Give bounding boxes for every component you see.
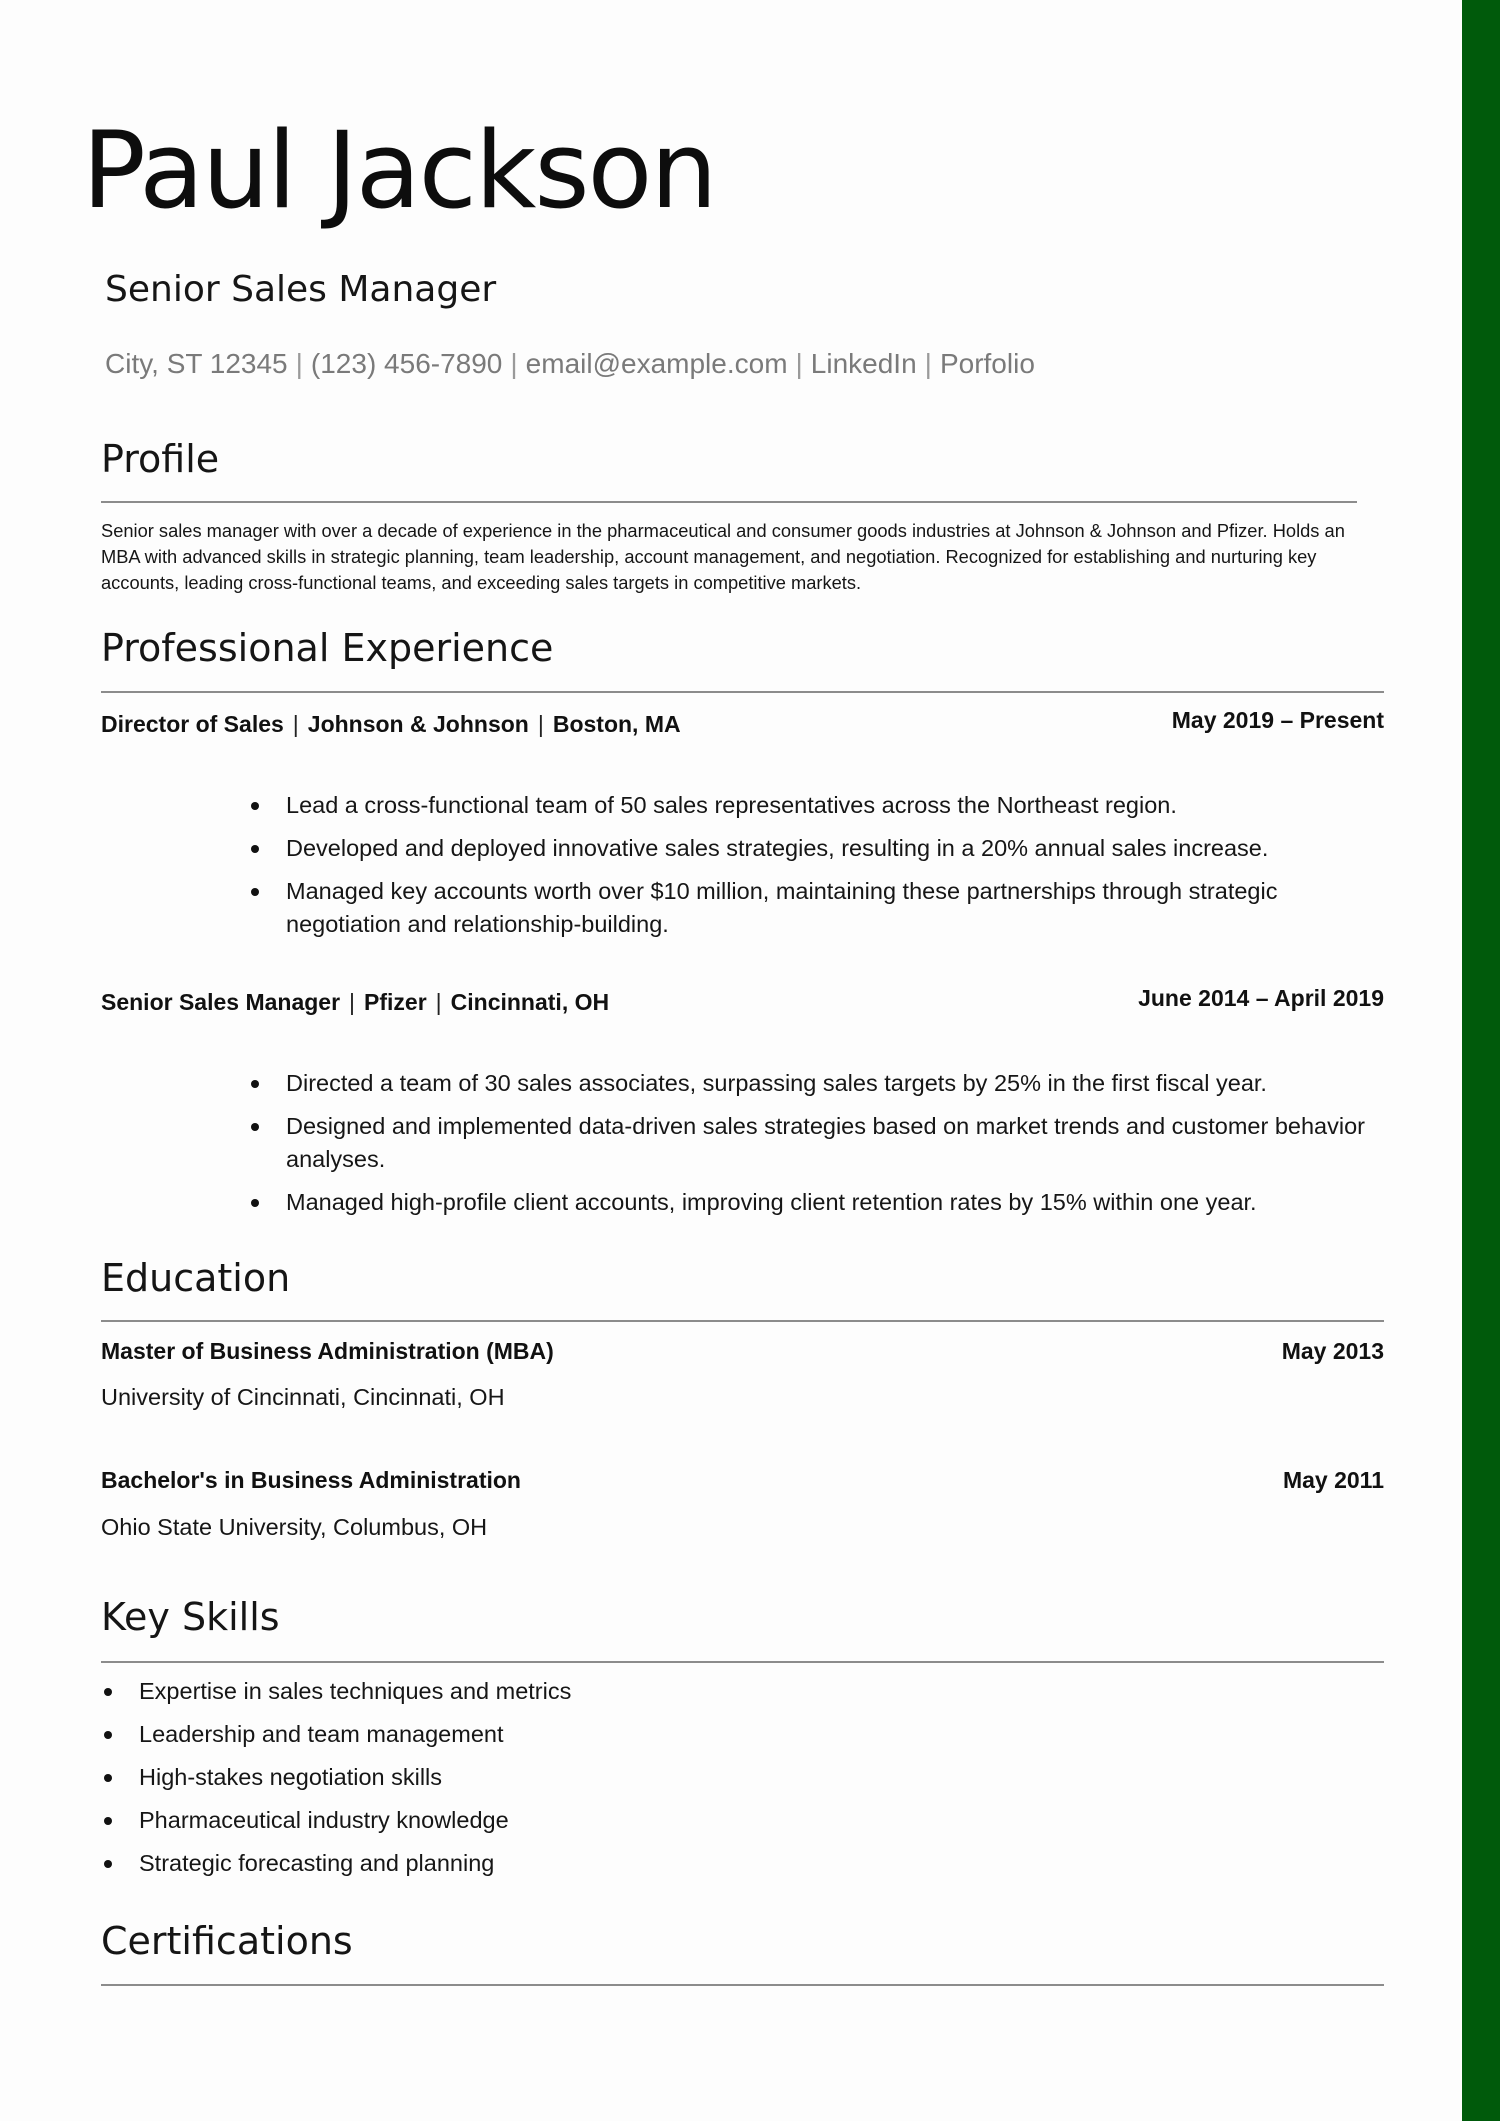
skills-list	[139, 1675, 939, 1890]
skill-item: Strategic forecasting and planning	[139, 1847, 939, 1880]
job-separator: |	[349, 989, 356, 1015]
job-separator: |	[292, 711, 299, 737]
accent-side-bar	[1462, 0, 1500, 2121]
section-divider	[101, 1320, 1384, 1322]
job-bullet: Managed key accounts worth over $10 million, maintaining these partnerships through strategic negotiation and relationship-building.	[286, 875, 1376, 941]
section-title-education: Education	[101, 1256, 291, 1300]
education-degree: Bachelor's in Business Administration	[101, 1467, 521, 1493]
education-school: University of Cincinnati, Cincinnati, OH	[101, 1384, 505, 1410]
section-divider	[101, 1984, 1384, 1986]
contact-portfolio-link[interactable]: Porfolio	[939, 348, 1035, 379]
section-title-experience: Professional Experience	[101, 626, 554, 670]
job-location: Cincinnati, OH	[450, 989, 610, 1015]
job-header	[101, 989, 609, 1016]
job-company: Johnson & Johnson	[307, 711, 529, 737]
profile-summary: Senior sales manager with over a decade of experience in the pharmaceutical and consumer goods industries at Johnson & Johnson and Pfizer. Holds an MBA with advanced skills in strategic planning, team leadership, account management, and negotiation. Recognized for establishing and nurturing key accounts, leading cross-functional teams, and exceeding sales targets in competitive markets.	[101, 520, 1345, 593]
job-separator: |	[537, 711, 544, 737]
contact-linkedin-link[interactable]: LinkedIn	[810, 348, 917, 379]
job-role: Senior Sales Manager	[101, 989, 341, 1015]
section-title-skills: Key Skills	[101, 1595, 280, 1639]
education-degree: Master of Business Administration (MBA)	[101, 1338, 554, 1364]
contact-phone: (123) 456-7890	[310, 348, 503, 379]
section-title-certifications: Certifications	[101, 1919, 353, 1963]
section-title-profile: Profile	[101, 437, 220, 481]
job-company: Pfizer	[364, 989, 427, 1015]
section-divider	[101, 1661, 1384, 1663]
candidate-name: Paul Jackson	[82, 109, 716, 232]
education-school: Ohio State University, Columbus, OH	[101, 1514, 488, 1540]
section-divider	[101, 501, 1357, 503]
job-dates: June 2014 – April 2019	[1138, 985, 1384, 1011]
job-bullet-list	[286, 789, 1376, 951]
job-dates: May 2019 – Present	[1171, 707, 1384, 733]
skill-item: Expertise in sales techniques and metrics	[139, 1675, 939, 1708]
job-bullet: Managed high-profile client accounts, improving client retention rates by 15% within one year.	[286, 1186, 1376, 1219]
job-bullet: Designed and implemented data-driven sales strategies based on market trends and customer behavior analyses.	[286, 1110, 1376, 1176]
job-separator: |	[435, 989, 442, 1015]
job-location: Boston, MA	[552, 711, 681, 737]
contact-separator: |	[795, 348, 803, 379]
contact-separator: |	[510, 348, 518, 379]
job-bullet: Directed a team of 30 sales associates, surpassing sales targets by 25% in the first fiscal year.	[286, 1067, 1376, 1100]
job-bullet-list	[286, 1067, 1376, 1229]
contact-email-link[interactable]: email@example.com	[525, 348, 788, 379]
candidate-title: Senior Sales Manager	[105, 269, 497, 310]
job-role: Director of Sales	[101, 711, 284, 737]
education-date: May 2011	[1282, 1467, 1384, 1493]
job-bullet: Developed and deployed innovative sales strategies, resulting in a 20% annual sales increase.	[286, 832, 1376, 865]
contact-separator: |	[924, 348, 932, 379]
skill-item: High-stakes negotiation skills	[139, 1761, 939, 1794]
contact-line	[105, 348, 1035, 380]
job-header	[101, 711, 681, 738]
contact-separator: |	[295, 348, 303, 379]
contact-location: City, ST 12345	[105, 348, 288, 379]
section-divider	[101, 691, 1384, 693]
skill-item: Pharmaceutical industry knowledge	[139, 1804, 939, 1837]
skill-item: Leadership and team management	[139, 1718, 939, 1751]
job-bullet: Lead a cross-functional team of 50 sales representatives across the Northeast region.	[286, 789, 1376, 822]
education-date: May 2013	[1281, 1338, 1384, 1364]
